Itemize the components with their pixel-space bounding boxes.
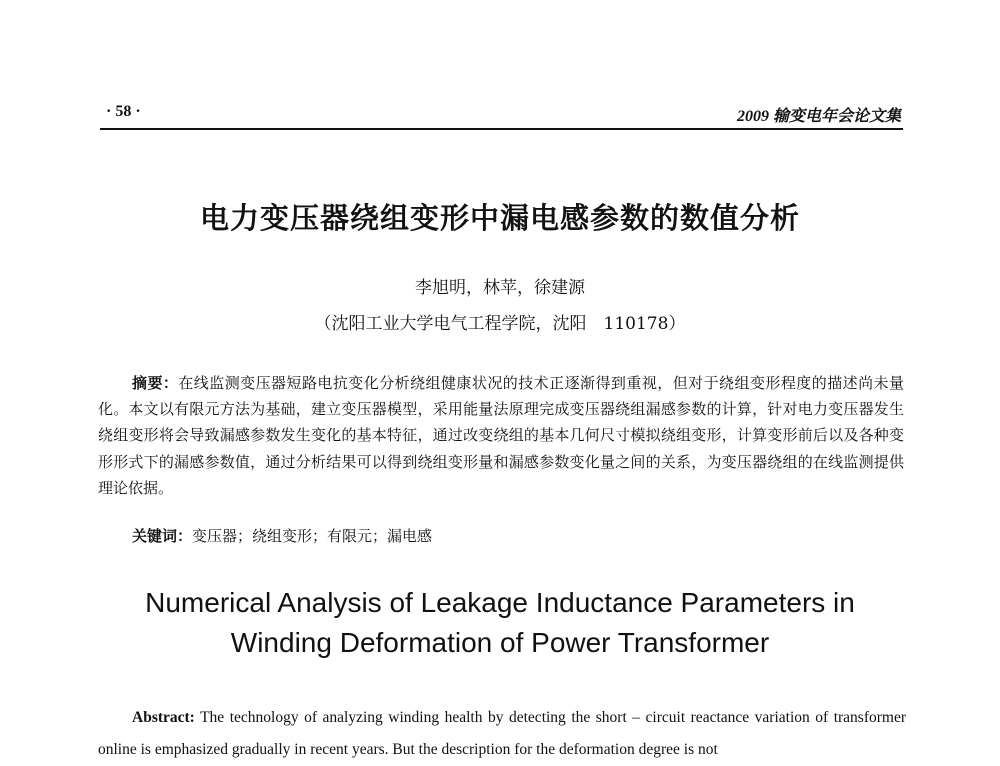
abstract-cn-text: 在线监测变压器短路电抗变化分析绕组健康状况的技术正逐渐得到重视，但对于绕组变形程度的描述尚未量化。本文以有限元方法为基础，建立变压器模型，采用能量法原理完成变压器绕组漏感参数的计算，针对电力变压器发生绕组变形将会导致漏感参数发生变化的基本特征，通过改变绕组的基本几何尺寸模拟绕组变形，计算变形前后以及各种变形形式下的漏感参数值，通过分析结果可以得到绕组变形量和漏感参数变化量之间的关系，为变压器绕组的在线监测提供理论依据。 (98, 374, 904, 497)
keywords-cn-text: 变压器；绕组变形；有限元；漏电感 (192, 527, 433, 545)
header-rule (100, 128, 903, 130)
keywords-cn-label: 关键词： (132, 527, 193, 545)
keywords-cn (132, 525, 902, 546)
authors-cn: 李旭明，林苹，徐建源 (415, 278, 585, 298)
affiliation-cn: （沈阳工业大学电气工程学院，沈阳 110178） (314, 314, 686, 334)
paper-title-en-line-2: Winding Deformation of Power Transformer (230, 627, 770, 658)
proceedings-title: 2009 输变电年会论文集 (736, 108, 901, 125)
paper-title-en (0, 583, 1000, 663)
running-header (100, 103, 903, 127)
abstract-en-text: The technology of analyzing winding health by detecting the short – circuit reactance variation of transformer online is emphasized gradually in recent years. But the description for the deformation degree is not (98, 709, 906, 758)
abstract-en-label: Abstract: (132, 709, 195, 726)
abstract-en (98, 702, 906, 766)
abstract-cn (98, 370, 904, 501)
abstract-cn-label: 摘要： (132, 374, 179, 392)
paper-title-cn: 电力变压器绕组变形中漏电感参数的数值分析 (199, 201, 800, 235)
page-number: · 58 · (106, 103, 141, 120)
paper-title-en-line-1: Numerical Analysis of Leakage Inductance Parameters in (145, 587, 855, 618)
